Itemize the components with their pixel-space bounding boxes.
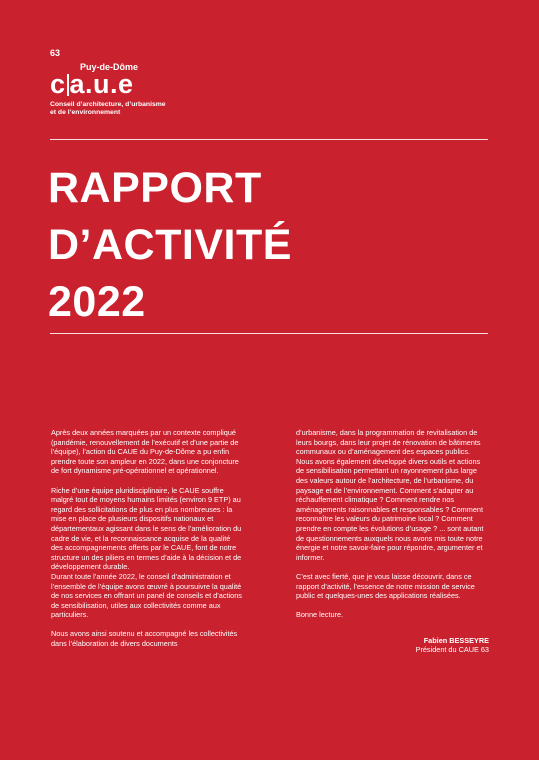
logo-department: Puy-de-Dôme xyxy=(80,62,139,72)
logo-divider-bar xyxy=(67,74,69,96)
title-line-1: RAPPORT xyxy=(48,164,262,212)
paragraph: Bonne lecture. xyxy=(296,610,344,620)
logo-mark-right: a.u.e xyxy=(69,69,134,99)
signature-name: Fabien BESSEYRE xyxy=(423,635,489,645)
paragraph: Riche d’une équipe pluridisciplinaire, le CAUE souffre malgré tout de moyens humains limités (environ 9 ETP) au regard des sollicitations de plus en plus nombreuses : la mise en place de plusieurs dispositifs nationaux et départementaux agissant dans le sens de l’amélioration du cadre de vie, et la reconnaissance acquise de la qualité des accompagnements offerts par le CAUE, font de notre structure un des piliers en termes d’aide à la décision et de développement durable. xyxy=(51,485,242,572)
paragraph: Nous avons ainsi soutenu et accompagné les collectivités dans l’élaboration de divers documents xyxy=(51,629,238,649)
paragraph: d’urbanisme, dans la programmation de revitalisation de leurs bourgs, dans leur projet de rénovation de bâtiments communaux ou d’aménagement des espaces publics. Nous avons également développé divers outils et actions de sensibilisation permettant un rayonnement plus large des valeurs autour de l’architecture, de l’urbanisme, du paysage et de l’environnement. Comment s’adapter au réchauffement climatique ? Comment rendre nos aménagements raisonnables et responsables ? Comment reconnaître les valeurs du patrimoine local ? Comment prendre en compte les évolutions d’usage ? ... sont autant de questionnements auxquels nous avons mis toute notre énergie et notre savoir-faire pour répondre, argumenter et informer. xyxy=(296,428,484,562)
title-line-3: 2022 xyxy=(48,278,146,326)
logo-tagline xyxy=(50,101,166,117)
signature xyxy=(296,636,489,655)
paragraph: Durant toute l’année 2022, le conseil d’administration et l’ensemble de l’équipe avons œuvré à poursuivre la qualité de nos services en offrant un panel de conseils et d’actions de sensibilisation, utiles aux collectivités comme aux particuliers. xyxy=(51,571,242,620)
bottom-divider xyxy=(50,333,488,334)
logo-mark-left: c xyxy=(50,69,66,99)
page-title xyxy=(48,160,292,331)
title-line-2: D’ACTIVITÉ xyxy=(48,221,292,269)
logo-tagline-line-2: et de l’environnement xyxy=(50,109,121,116)
left-text-column xyxy=(51,428,244,658)
logo-tagline-line-1: Conseil d’architecture, d’urbanisme xyxy=(50,101,166,108)
logo-wordmark xyxy=(50,70,134,98)
paragraph: Après deux années marquées par un contexte compliqué (pandémie, renouvellement de l’exécutif et d’une partie de l’équipe), l’action du CAUE du Puy-de-Dôme a pu enfin prendre toute son ampleur en 2022, dans une conjoncture de fort dynamisme pré-opérationnel et opérationnel. xyxy=(51,428,239,476)
right-text-column xyxy=(296,428,489,655)
logo-number: 63 xyxy=(50,48,61,58)
signature-role: Président du CAUE 63 xyxy=(415,645,489,655)
top-divider xyxy=(50,139,488,140)
logo xyxy=(50,48,166,116)
paragraph: C’est avec fierté, que je vous laisse découvrir, dans ce rapport d’activité, l’essence de notre mission de service public et quelques-unes des applications réalisées. xyxy=(296,571,475,601)
